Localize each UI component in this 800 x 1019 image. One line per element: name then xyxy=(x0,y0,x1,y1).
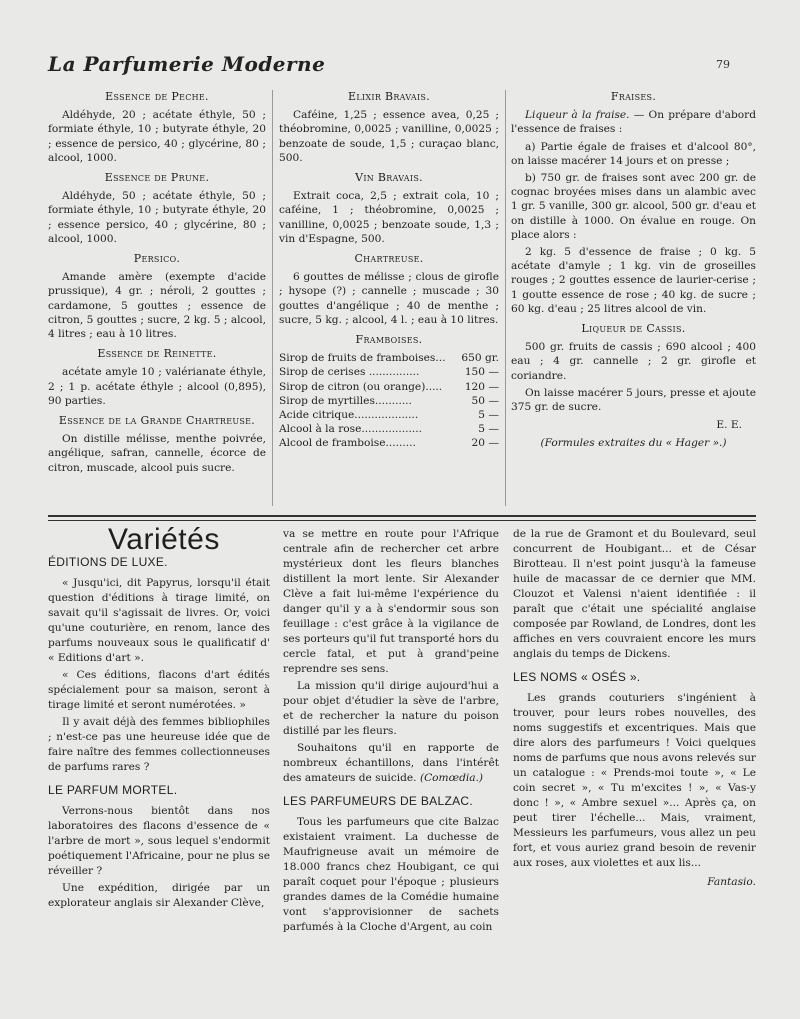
section-heading: Liqueur de Cassis. xyxy=(581,322,686,336)
article-author: Fantasio. xyxy=(707,876,756,888)
article-text: Tous les parfumeurs que cite Balzac existaient vraiment. La duchesse de Maufrigneuse avait un mémoire de 18.000 francs chez Houbigant, ce qui paraît coquet pour l'époque ; plusieurs grandes dames de la Comédie humaine vont s'approvisionner de sachets parfumés à la Cloche d'Argent, au coin xyxy=(283,816,499,933)
section-heading: Elixir Bravais. xyxy=(347,90,430,103)
varietes-column-2 xyxy=(283,527,499,937)
varietes-column-1 xyxy=(48,523,270,913)
recipe-text: On distille mélisse, menthe poivrée, angélique, safran, cannelle, écorce de citron, muscade, alcool puis sucre. xyxy=(48,433,266,474)
article-text: Il y avait déjà des femmes bibliophiles ; n'est-ce pas une heureuse idée que de faire naître des femmes collectionneuses de parfums rares ? xyxy=(48,716,270,773)
article-text: va se mettre en route pour l'Afrique centrale afin de rechercher cet arbre mystérieux dont les fleurs blanches distillent la mort lente. Sir Alexander Clève a fait lui-même l'expérience du danger qu'il y a à s'endormir sous son feuillage : c'est grâce à la vigilance de ses porteurs qu'il fut transporté hors du cercle fatal, et put à grand'peine reprendre ses sens. xyxy=(283,528,499,675)
article-heading: LES PARFUMEURS DE BALZAC. xyxy=(283,794,473,808)
section-heading: Persico. xyxy=(133,252,181,266)
varietes-column-3 xyxy=(513,527,756,890)
ingredient-row: Sirop de cerises ............... 150 — xyxy=(279,366,499,379)
section-rule xyxy=(48,515,756,517)
column-divider xyxy=(272,90,273,506)
signature: E. E. xyxy=(716,419,742,432)
ingredient-row: Sirop de myrtilles........... 50 — xyxy=(279,394,499,407)
ingredient-row: Sirop de citron (ou orange)..... 120 — xyxy=(279,380,499,393)
article-text: Les grands couturiers s'ingénient à trouver, pour leurs robes nouvelles, des noms suggestifs et excentriques. Mais que dire alors des parfumeurs ! Voici quelques noms de parfums que nous avons relevés sur un catalogue : « Prends-moi toute », « Le coin secret », « Tu m'excites ! », « Vas-y donc ! », « Ambre sexuel »... Après ça, on peut tirer l'échelle... Mais, vraiment, Messieurs les parfumeurs, vous allez un peu fort, et vous auriez grand besoin de revenir aux roses, aux violettes et aux lis... xyxy=(513,692,756,869)
section-rule xyxy=(48,520,756,521)
recipe-text: Aldéhyde, 20 ; acétate éthyle, 50 ; formiate éthyle, 10 ; butyrate éthyle, 20 ; essence de persico, 40 ; glycérine, 80 ; alcool, 1000. xyxy=(48,109,266,164)
ingredient-table xyxy=(279,351,499,450)
section-heading: Essence de Peche. xyxy=(105,90,209,103)
article-text: Souhaitons qu'il en rapporte de nombreux échantillons, dans l'intérêt des amateurs de suicide. (Comœdia.) xyxy=(283,742,499,784)
recipes-column-3 xyxy=(511,90,756,451)
source-note: (Formules extraites du « Hager ».) xyxy=(540,437,727,450)
recipe-text: Amande amère (exempte d'acide prussique), 4 gr. ; néroli, 2 gouttes ; cardamone, 5 gouttes ; essence de citron, 5 gouttes ; sucre, 2 kg. 5 ; alcool, 4 litres ; eau à 10 litres. xyxy=(48,271,266,341)
recipe-text: Aldéhyde, 50 ; acétate éthyle, 50 ; formiate éthyle, 10 ; butyrate éthyle, 20 ; essence persico, 40 ; glycérine, 80 ; alcool, 1000. xyxy=(48,190,266,245)
article-text: Une expédition, dirigée par un explorateur anglais sir Alexander Clève, xyxy=(48,882,270,909)
article-text: de la rue de Gramont et du Boulevard, seul concurrent de Houbigant... et de César Birotteau. Il n'est point jusqu'à la fameuse huile de macassar de ce dernier que MM. Clouzot et Valensi n'aient identifiée : il paraît que c'était une spécialité anglaise composée par Rowland, de Londres, dont les affiches en vers couvraient encore les murs anglais du temps de Dickens. xyxy=(513,528,756,660)
article-text: « Jusqu'ici, dit Papyrus, lorsqu'il était question d'éditions à tirage limité, on savait qu'il s'agissait de livres. Or, voici qu'une couturière, en renom, lance des parfums nouveaux sous le qualificatif d' « Editions d'art ». xyxy=(48,577,270,664)
ingredient-row: Acide citrique................... 5 — xyxy=(279,409,499,422)
section-heading: Framboises. xyxy=(355,333,423,347)
recipe-text: acétate amyle 10 ; valérianate éthyle, 2 ; 1 p. acétate éthyle ; alcool (0,895), 90 parties. xyxy=(48,366,266,407)
recipe-text: 500 gr. fruits de cassis ; 690 alcool ; 400 eau ; 4 gr. cannelle ; 2 gr. girofle et coriandre. xyxy=(511,341,756,382)
ingredient-row: Alcool à la rose.................. 5 — xyxy=(279,423,499,436)
recipe-text: 6 gouttes de mélisse ; clous de girofle ; hysope (?) ; cannelle ; muscade ; 30 gouttes d'angélique ; 40 de menthe ; sucre, 5 kg. ; alcool, 4 l. ; eau à 10 litres. xyxy=(279,271,499,326)
recipe-text: On laisse macérer 5 jours, presse et ajoute 375 gr. de sucre. xyxy=(511,386,756,414)
recipe-text: Extrait coca, 2,5 ; extrait cola, 10 ; caféine, 1 ; théobromine, 0,0025 ; vanilline, 0,0025 ; benzoate soude, 1,3 ; vin d'Espagne, 500. xyxy=(279,190,499,245)
recipe-text: b) 750 gr. de fraises sont avec 200 gr. de cognac broyées mises dans un alambic avec 1 gr. 5 vanille, 300 gr. alcool, 500 gr. d'eau et on distille à 1000. On évalue en rouge. On place alors : xyxy=(511,172,756,241)
section-heading: Chartreuse. xyxy=(354,252,424,266)
ingredient-row: Alcool de framboise......... 20 — xyxy=(279,437,499,450)
article-heading: ÉDITIONS DE LUXE. xyxy=(48,555,168,569)
varietes-title: Variétés xyxy=(108,523,220,556)
section-heading: Essence de Reinette. xyxy=(97,347,217,361)
article-heading: LES NOMS « OSÉS ». xyxy=(513,670,641,684)
section-heading: Vin Bravais. xyxy=(355,171,423,185)
masthead-title: La Parfumerie Moderne xyxy=(48,52,326,76)
recipe-text: Caféine, 1,25 ; essence avea, 0,25 ; théobromine, 0,0025 ; vanilline, 0,0025 ; benzoate de soude, 1,5 ; curaçao blanc, 500. xyxy=(279,109,499,164)
column-divider xyxy=(505,90,506,506)
article-text: La mission qu'il dirige aujourd'hui a pour objet d'étudier la sève de l'arbre, et de rechercher la nature du poison distillé par les fleurs. xyxy=(283,680,499,737)
recipes-column-2 xyxy=(279,90,499,451)
recipe-text: Liqueur à la fraise. — On prépare d'abord l'essence de fraises : xyxy=(511,109,756,136)
article-heading: LE PARFUM MORTEL. xyxy=(48,783,178,797)
section-heading: Essence de la Grande Chartreuse. xyxy=(58,414,256,428)
ingredient-row: Sirop de fruits de framboises... 650 gr. xyxy=(279,352,499,365)
recipe-text: 2 kg. 5 d'essence de fraise ; 0 kg. 5 acétate d'amyle ; 1 kg. vin de groseilles rouges ; 2 gouttes essence de laurier-cerise ; 1 goutte essence de rose ; 40 kg. de sucre ; 60 kg. d'eau ; 25 litres alcool de vin. xyxy=(511,246,756,315)
page-number: 79 xyxy=(716,58,730,71)
section-heading: Essence de Prune. xyxy=(104,171,210,185)
recipe-text: a) Partie égale de fraises et d'alcool 80°, on laisse macérer 14 jours et on presse ; xyxy=(511,140,756,167)
article-text: « Ces éditions, flacons d'art édités spécialement pour sa maison, seront à tirage limité et seront numérotées. » xyxy=(48,669,270,711)
recipes-column-1 xyxy=(48,90,266,478)
section-heading: Fraises. xyxy=(610,90,657,103)
article-text: Verrons-nous bientôt dans nos laboratoires des flacons d'essence de « l'arbre de mort », sous lequel s'endormit poétiquement l'Africaine, pour ne plus se réveiller ? xyxy=(48,805,270,877)
